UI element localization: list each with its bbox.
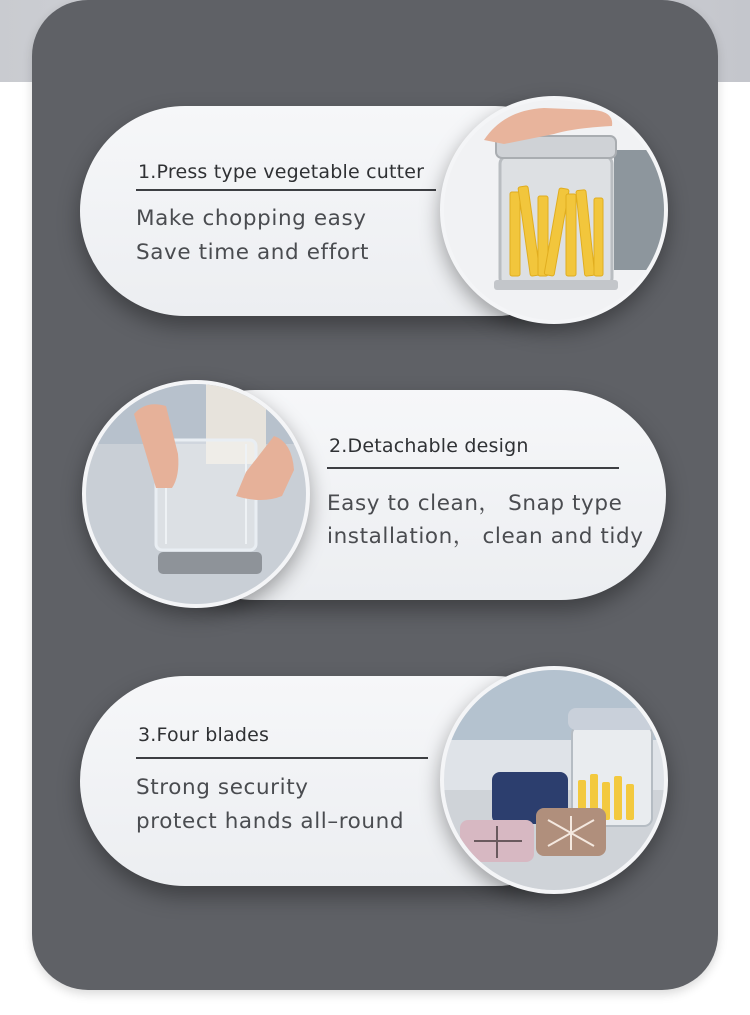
- feature-underline-1: [136, 189, 436, 191]
- feature-underline-3: [136, 757, 428, 759]
- feature-line-3b: protect hands all–round: [136, 809, 405, 834]
- feature-line-1a: Make chopping easy: [136, 206, 367, 231]
- feature-title-3: 3.Four blades: [138, 724, 270, 746]
- feature-line-1b: Save time and effort: [136, 240, 370, 265]
- feature-title-2: 2.Detachable design: [329, 435, 529, 457]
- feature-underline-2: [327, 467, 619, 469]
- feature-line-3a: Strong security: [136, 775, 309, 800]
- feature-line-2b: installation， clean and tidy: [327, 524, 644, 549]
- detachable-container-icon: [82, 380, 310, 608]
- feature-title-1: 1.Press type vegetable cutter: [138, 161, 425, 183]
- fries-container-icon: [440, 96, 668, 324]
- blades-icon: [440, 666, 668, 894]
- feature-line-2a: Easy to clean， Snap type: [327, 491, 623, 516]
